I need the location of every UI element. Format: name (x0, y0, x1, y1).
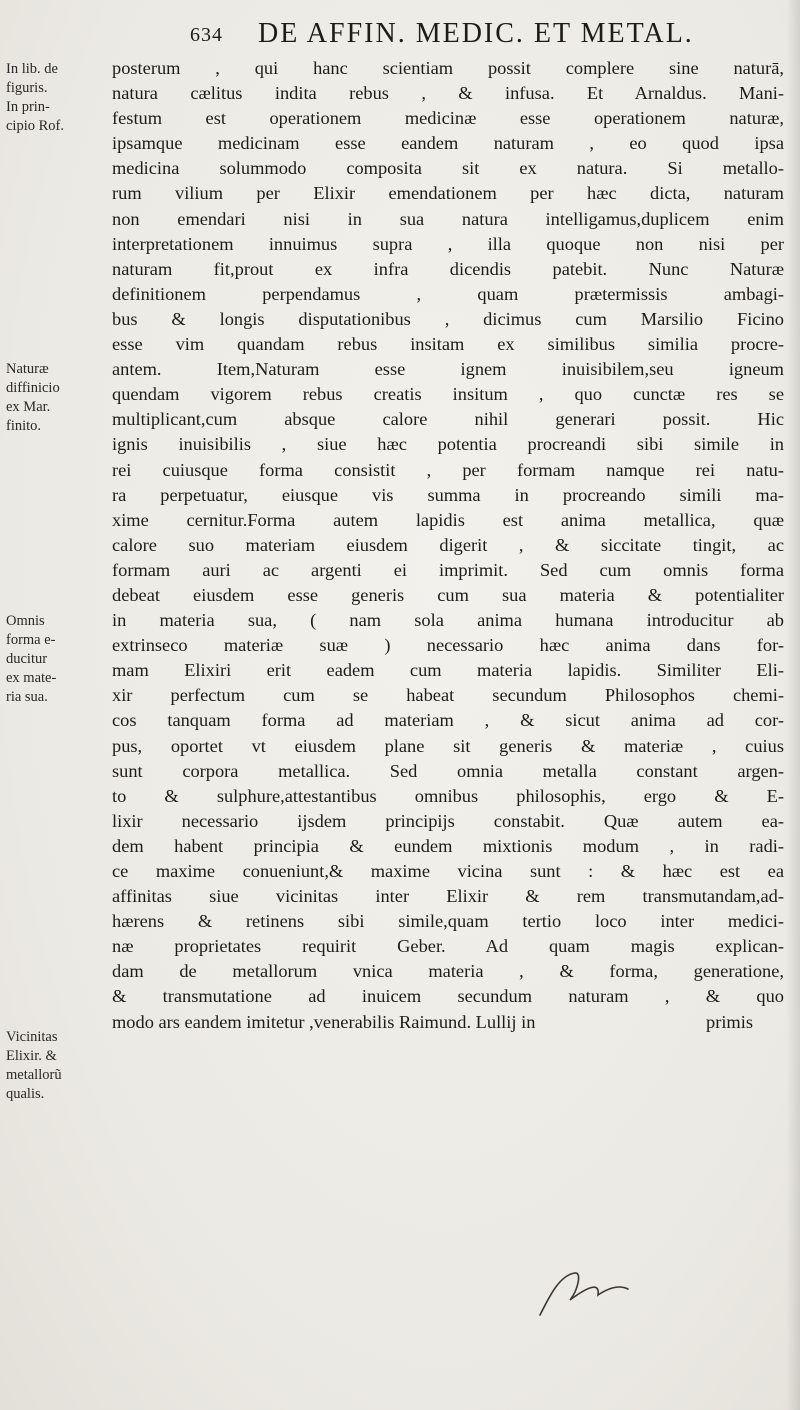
text-line: non emendari nisi in sua natura intelligamus,duplicem enim (112, 208, 784, 229)
text-line: debeat eiusdem esse generis cum sua materia & potentialiter (112, 584, 784, 605)
catchword: primis (706, 1012, 754, 1032)
margin-note-line: metallorũ (6, 1067, 62, 1083)
text-line: mam Elixiri erit eadem cum materia lapidis. Similiter Eli- (112, 660, 784, 681)
margin-note-line: In lib. de (6, 61, 58, 77)
text-line: xime cernitur.Forma autem lapidis est anima metallica, quæ (112, 509, 784, 530)
text-line: calore suo materiam eiusdem digerit , & siccitate tingit, ac (112, 534, 784, 555)
margin-note-line: cipio Rof. (6, 118, 64, 134)
margin-note-line: Elixir. & (6, 1048, 57, 1064)
margin-note-line: Omnis (6, 613, 45, 629)
text-line: xir perfectum cum se habeat secundum Philosophos chemi- (112, 685, 784, 706)
text-line: rei cuiusque forma consistit , per formam namque rei natu- (112, 459, 784, 480)
margin-note (6, 60, 82, 136)
margin-note-line: In prin- (6, 99, 50, 115)
text-line: bus & longis disputationibus , dicimus cum Marsilio Ficino (112, 308, 784, 329)
text-line: extrinseco materiæ suæ ) necessario hæc anima dans for- (112, 635, 784, 656)
text-line: esse vim quandam rebus insitam ex similibus similia procre- (112, 334, 784, 355)
text-line: definitionem perpendamus , quam prætermissis ambagi- (112, 283, 784, 304)
body-text (112, 56, 784, 1035)
text-line: interpretationem innuimus supra , illa quoque non nisi per (112, 233, 784, 254)
text-line: festum est operationem medicinæ esse operationem naturæ, (112, 108, 784, 129)
text-line: dam de metallorum vnica materia , & forma, generatione, (112, 961, 784, 982)
margin-note (6, 360, 82, 436)
text-line: pus, oportet vt eiusdem plane sit generis & materiæ , cuius (112, 735, 784, 756)
text-line: ipsamque medicinam esse eandem naturam , eo quod ipsa (112, 133, 784, 154)
ink-flourish-mark (520, 1255, 640, 1325)
text-line: naturam fit,prout ex infra dicendis patebit. Nunc Naturæ (112, 258, 784, 279)
text-line: modo ars eandem imitetur ,venerabilis Raimund. Lullij in (112, 1011, 536, 1032)
text-line: dem habent principia & eundem mixtionis modum , in radi- (112, 835, 784, 856)
margin-note-line: ducitur (6, 651, 48, 667)
text-line: quendam vigorem rebus creatis insitum , quo cunctæ res se (112, 384, 784, 405)
running-title: DE AFFIN. MEDIC. ET METAL. (258, 18, 694, 49)
text-line: ra perpetuatur, eiusque vis summa in procreando simili ma- (112, 484, 784, 505)
text-line: posterum , qui hanc scientiam possit complere sine naturā, (112, 58, 784, 78)
text-line: formam auri ac argenti ei imprimit. Sed cum omnis forma (112, 559, 784, 580)
text-line: to & sulphure,attestantibus omnibus philosophis, ergo & E- (112, 785, 784, 806)
margin-note-line: forma e- (6, 632, 56, 648)
text-line: affinitas siue vicinitas inter Elixir & rem transmutandam,ad- (112, 886, 784, 907)
text-line: sunt corpora metallica. Sed omnia metalla constant argen- (112, 760, 784, 781)
text-line: rum vilium per Elixir emendationem per hæc dicta, naturam (112, 183, 784, 204)
margin-note-line: Vicinitas (6, 1029, 58, 1045)
text-line: & transmutatione ad inuicem secundum naturam , & quo (112, 986, 784, 1007)
margin-note-line: ex mate- (6, 670, 57, 686)
page-edge-shadow (786, 0, 800, 1410)
text-line: natura cælitus indita rebus , & infusa. Et Arnaldus. Mani- (112, 83, 784, 104)
margin-note-line: qualis. (6, 1086, 45, 1102)
margin-note-line: figuris. (6, 80, 48, 96)
margin-note-line: Naturæ (6, 361, 49, 377)
text-line: multiplicant,cum absque calore nihil generari possit. Hic (112, 409, 784, 430)
text-line: medicina solummodo composita sit ex natura. Si metallo- (112, 158, 784, 179)
page-number: 634 (190, 24, 223, 46)
margin-note-line: diffinicio (6, 380, 60, 396)
margin-note (6, 612, 82, 707)
text-line: ce maxime conueniunt,& maxime vicina sunt : & hæc est ea (112, 861, 784, 881)
margin-note-line: ex Mar. (6, 399, 51, 415)
margin-note-line: ria sua. (6, 689, 48, 705)
text-line: hærens & retinens sibi simile,quam tertio loco inter medici- (112, 911, 784, 932)
page-header (0, 14, 800, 54)
text-line: cos tanquam forma ad materiam , & sicut anima ad cor- (112, 710, 784, 731)
text-line: næ proprietates requirit Geber. Ad quam magis explican- (112, 936, 784, 957)
margin-note (6, 1028, 82, 1104)
margin-note-line: finito. (6, 418, 42, 434)
text-line: lixir necessario ijsdem principijs constabit. Quæ autem ea- (112, 810, 784, 831)
text-line: ignis inuisibilis , siue hæc potentia procreandi sibi simile in (112, 434, 784, 455)
text-line: in materia sua, ( nam sola anima humana introducitur ab (112, 610, 784, 631)
text-line: antem. Item,Naturam esse ignem inuisibilem,seu igneum (112, 359, 784, 380)
